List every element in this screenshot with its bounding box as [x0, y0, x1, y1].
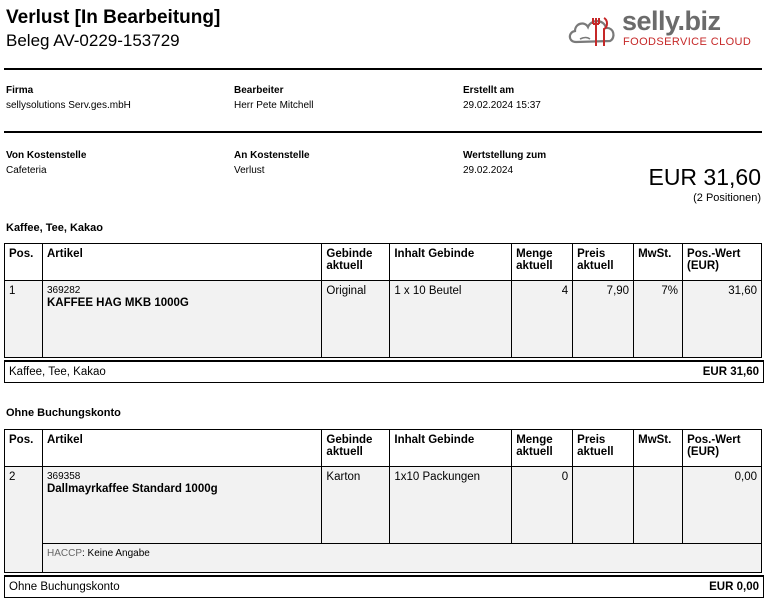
an-kostenstelle-label: An Kostenstelle: [234, 150, 310, 161]
group-subtotal: [4, 575, 764, 598]
cell-preis: 7,90: [573, 281, 634, 358]
cell-pos: 1: [5, 281, 43, 358]
haccp-note: [42, 544, 761, 573]
col-gebinde-label-2: aktuell: [326, 446, 363, 458]
cell-mwst: 7%: [634, 281, 683, 358]
col-pos-label: Pos.: [9, 434, 34, 446]
group-title: Kaffee, Tee, Kakao: [6, 222, 104, 234]
bearbeiter-label: Bearbeiter: [234, 85, 284, 96]
col-poswert-label-2: (EUR): [687, 260, 719, 272]
col-gebinde-label-2: aktuell: [326, 260, 363, 272]
subtotal-value: EUR 31,60: [702, 366, 759, 378]
table-row-haccp: [5, 544, 762, 573]
col-gebinde: [322, 430, 390, 467]
table-header-row: [5, 430, 762, 467]
von-kostenstelle-value: Cafeteria: [6, 165, 47, 176]
col-preis-label-2: aktuell: [577, 260, 614, 272]
col-preis-label: Preis: [577, 434, 606, 446]
col-artikel: [42, 244, 321, 281]
bearbeiter-value: Herr Pete Mitchell: [234, 100, 314, 111]
article-name: KAFFEE HAG MKB 1000G: [46, 297, 189, 309]
col-preis-label: Preis: [577, 248, 606, 260]
page-title: Verlust [In Bearbeitung]: [6, 7, 221, 28]
col-preis: [573, 430, 634, 467]
cell-inhalt: 1 x 10 Beutel: [390, 281, 512, 358]
col-menge: [512, 244, 573, 281]
col-inhalt-label: Inhalt Gebinde: [394, 248, 475, 260]
col-inhalt-label: Inhalt Gebinde: [394, 434, 475, 446]
cell-menge: 4: [512, 281, 573, 358]
col-menge-label-2: aktuell: [516, 446, 553, 458]
col-artikel-label: Artikel: [46, 248, 83, 260]
col-mwst-label: MwSt.: [638, 248, 672, 260]
cell-artikel: [42, 467, 321, 544]
erstellt-value: 29.02.2024 15:37: [463, 100, 541, 111]
cell-poswert: 31,60: [683, 281, 762, 358]
col-menge-label: Menge: [516, 248, 553, 260]
table-row: [5, 467, 762, 544]
wertstellung-label: Wertstellung zum: [463, 150, 547, 161]
subtotal-value: EUR 0,00: [709, 581, 759, 593]
cell-preis: [573, 467, 634, 544]
cell-gebinde: Karton: [322, 467, 390, 544]
col-artikel: [42, 430, 321, 467]
cell-artikel: [42, 281, 321, 358]
haccp-key: HACCP: [46, 548, 82, 559]
col-poswert: [683, 244, 762, 281]
erstellt-label: Erstellt am: [463, 85, 515, 96]
col-poswert: [683, 430, 762, 467]
logo-wordmark: selly.biz: [622, 6, 721, 36]
col-preis: [573, 244, 634, 281]
col-artikel-label: Artikel: [46, 434, 83, 446]
subtotal-label: Ohne Buchungskonto: [9, 581, 120, 593]
col-menge-label: Menge: [516, 434, 553, 446]
document-total: EUR 31,60: [648, 164, 761, 190]
col-menge-label-2: aktuell: [516, 260, 553, 272]
brand-logo: [566, 6, 762, 50]
logo-tagline: FOODSERVICE CLOUD: [623, 36, 752, 48]
col-mwst: [634, 430, 683, 467]
col-gebinde: [322, 244, 390, 281]
col-gebinde-label: Gebinde: [326, 434, 373, 446]
article-name: Dallmayrkaffee Standard 1000g: [46, 483, 218, 495]
col-mwst-label: MwSt.: [638, 434, 672, 446]
an-kostenstelle-value: Verlust: [234, 165, 265, 176]
article-number: 369358: [46, 471, 81, 482]
meta-divider: [4, 131, 762, 133]
cell-gebinde: Original: [322, 281, 390, 358]
table-row: [5, 281, 762, 358]
subtotal-label: Kaffee, Tee, Kakao: [9, 366, 106, 378]
cell-inhalt: 1x10 Packungen: [390, 467, 512, 544]
col-inhalt: [390, 244, 512, 281]
position-count: (2 Positionen): [693, 192, 761, 204]
col-inhalt: [390, 430, 512, 467]
firma-value: sellysolutions Serv.ges.mbH: [6, 100, 131, 111]
col-poswert-label: Pos.-Wert: [687, 248, 741, 260]
group-subtotal: [4, 360, 764, 383]
cell-pos: 2: [5, 467, 43, 573]
col-poswert-label: Pos.-Wert: [687, 434, 741, 446]
cell-menge: 0: [512, 467, 573, 544]
cell-poswert: 0,00: [683, 467, 762, 544]
group-title: Ohne Buchungskonto: [6, 407, 121, 419]
header-divider: [4, 68, 762, 70]
col-menge: [512, 430, 573, 467]
col-gebinde-label: Gebinde: [326, 248, 373, 260]
cloud-chef-icon: [566, 10, 622, 50]
von-kostenstelle-label: Von Kostenstelle: [6, 150, 87, 161]
col-pos: [5, 244, 43, 281]
col-pos-label: Pos.: [9, 248, 34, 260]
col-preis-label-2: aktuell: [577, 446, 614, 458]
firma-label: Firma: [6, 85, 34, 96]
wertstellung-value: 29.02.2024: [463, 165, 514, 176]
col-pos: [5, 430, 43, 467]
cell-mwst: [634, 467, 683, 544]
col-poswert-label-2: (EUR): [687, 446, 720, 458]
article-number: 369282: [46, 285, 81, 296]
items-table: [4, 429, 762, 573]
table-header-row: [5, 244, 762, 281]
items-table: [4, 243, 762, 358]
haccp-value: : Keine Angabe: [82, 548, 150, 559]
col-mwst: [634, 244, 683, 281]
document-number: Beleg AV-0229-153729: [6, 31, 180, 50]
